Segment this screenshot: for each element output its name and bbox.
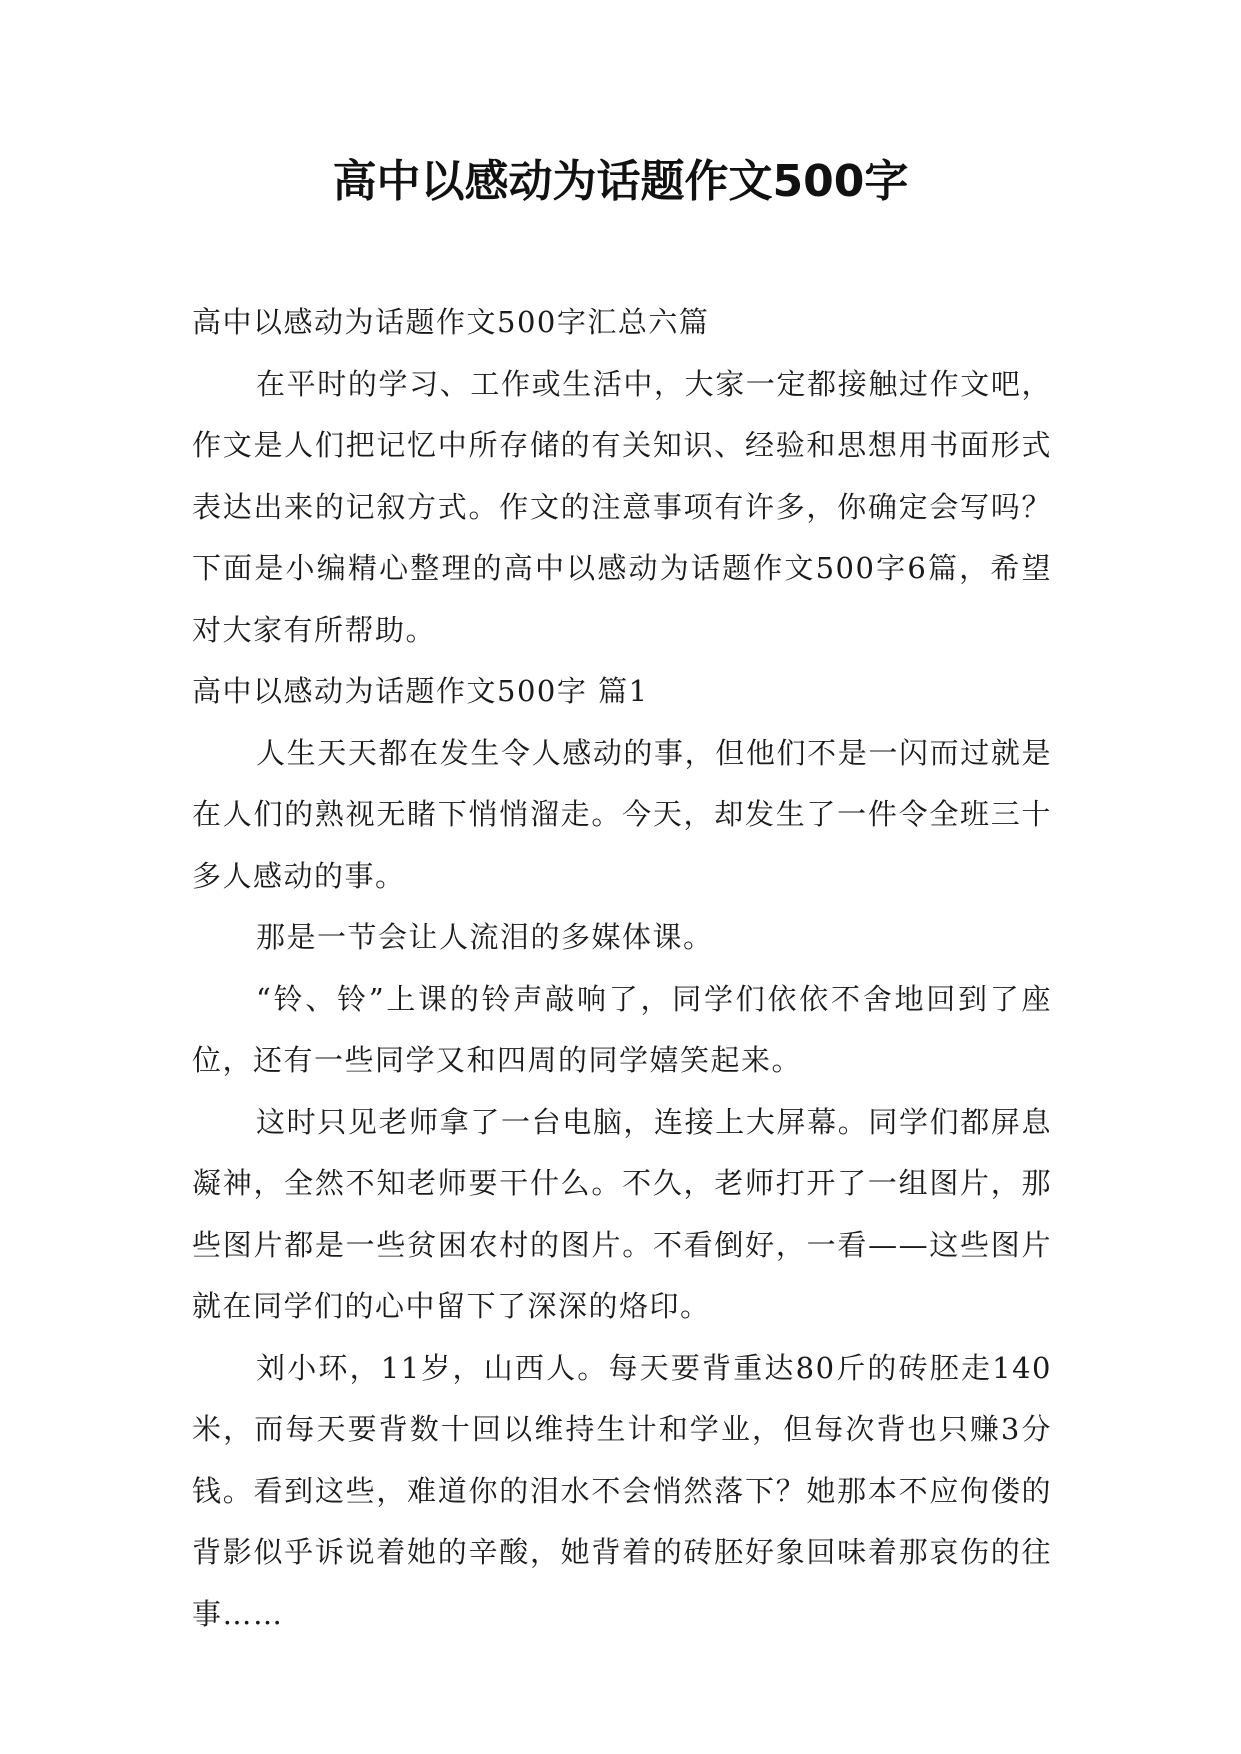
paragraph: 在平时的学习、工作或生活中，大家一定都接触过作文吧，作文是人们把记忆中所存储的有关知识、经验和思想用书面形式表达出来的记叙方式。作文的注意事项有许多，你确定会写吗？下面是小编精心整理的高中以感动为话题作文500字6篇，希望对大家有所帮助。 [192,366,1052,647]
paragraph: 那是一节会让人流泪的多媒体课。 [256,920,714,954]
section-heading: 高中以感动为话题作文500字汇总六篇 [192,305,710,339]
section-heading: 高中以感动为话题作文500字 篇1 [192,674,649,708]
document-body [192,292,1052,1645]
paragraph: 这时只见老师拿了一台电脑，连接上大屏幕。同学们都屏息凝神，全然不知老师要干什么。不久，老师打开了一组图片，那些图片都是一些贫困农村的图片。不看倒好，一看——这些图片就在同学们的心中留下了深深的烙印。 [192,1104,1052,1323]
paragraph: 刘小环，11岁，山西人。每天要背重达80斤的砖胚走140米，而每天要背数十回以维持生计和学业，但每次背也只赚3分钱。看到这些，难道你的泪水不会悄然落下？她那本不应佝偻的背影似乎诉说着她的辛酸，她背着的砖胚好象回味着那哀伤的往事…… [192,1350,1052,1631]
paragraph: 人生天天都在发生令人感动的事，但他们不是一闪而过就是在人们的熟视无睹下悄悄溜走。今天，却发生了一件令全班三十多人感动的事。 [192,735,1052,893]
document-title: 高中以感动为话题作文500字 [332,156,909,207]
paragraph: “铃、铃”上课的铃声敲响了，同学们依依不舍地回到了座位，还有一些同学又和四周的同学嬉笑起来。 [192,981,1052,1077]
